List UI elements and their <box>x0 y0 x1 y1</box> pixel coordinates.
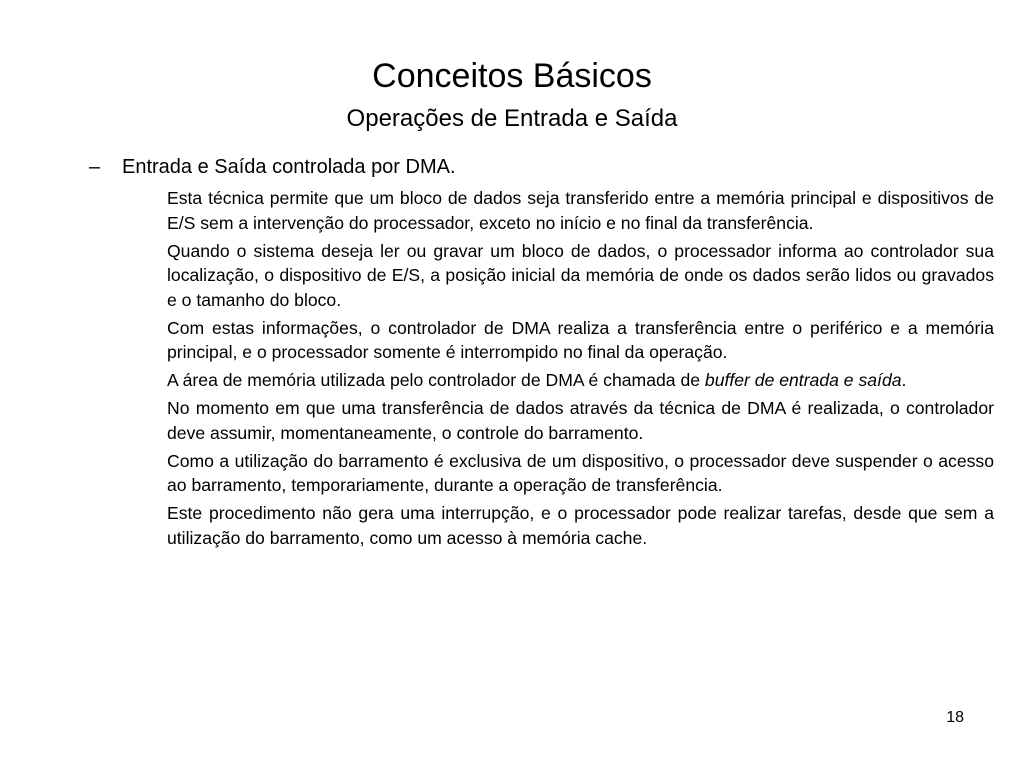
paragraph-4-italic-term: buffer de entrada e saída <box>704 370 902 390</box>
paragraph-4-text-before: A área de memória utilizada pelo controlador de DMA é chamada de <box>167 370 705 390</box>
paragraph-3: Com estas informações, o controlador de DMA realiza a transferência entre o periférico e a memória principal, e o processador somente é interrompido no final da operação. <box>167 317 994 362</box>
paragraph-list <box>167 186 994 554</box>
page-number: 18 <box>946 709 964 726</box>
slide-subtitle: Operações de Entrada e Saída <box>346 105 678 132</box>
paragraph-5: No momento em que uma transferência de dados através da técnica de DMA é realizada, o controlador deve assumir, momentaneamente, o controle do barramento. <box>167 398 994 443</box>
paragraph-1: Esta técnica permite que um bloco de dados seja transferido entre a memória principal e dispositivos de E/S sem a intervenção do processador, exceto no início e no final da transferência. <box>167 188 994 233</box>
bullet-text: Entrada e Saída controlada por DMA. <box>122 156 456 178</box>
bullet-dash: – <box>89 156 101 178</box>
paragraph-2: Quando o sistema deseja ler ou gravar um bloco de dados, o processador informa ao controlador sua localização, o dispositivo de E/S, a posição inicial da memória de onde os dados serão lidos ou gravados e o tamanho do bloco. <box>167 240 994 310</box>
paragraph-6: Como a utilização do barramento é exclusiva de um dispositivo, o processador deve suspender o acesso ao barramento, temporariamente, durante a operação de transferência. <box>167 450 994 495</box>
paragraph-4-text-after: . <box>901 370 907 390</box>
slide-title: Conceitos Básicos <box>372 57 652 95</box>
paragraph-4 <box>167 368 994 393</box>
paragraph-7: Este procedimento não gera uma interrupção, e o processador pode realizar tarefas, desde que sem a utilização do barramento, como um acesso à memória cache. <box>167 503 994 548</box>
